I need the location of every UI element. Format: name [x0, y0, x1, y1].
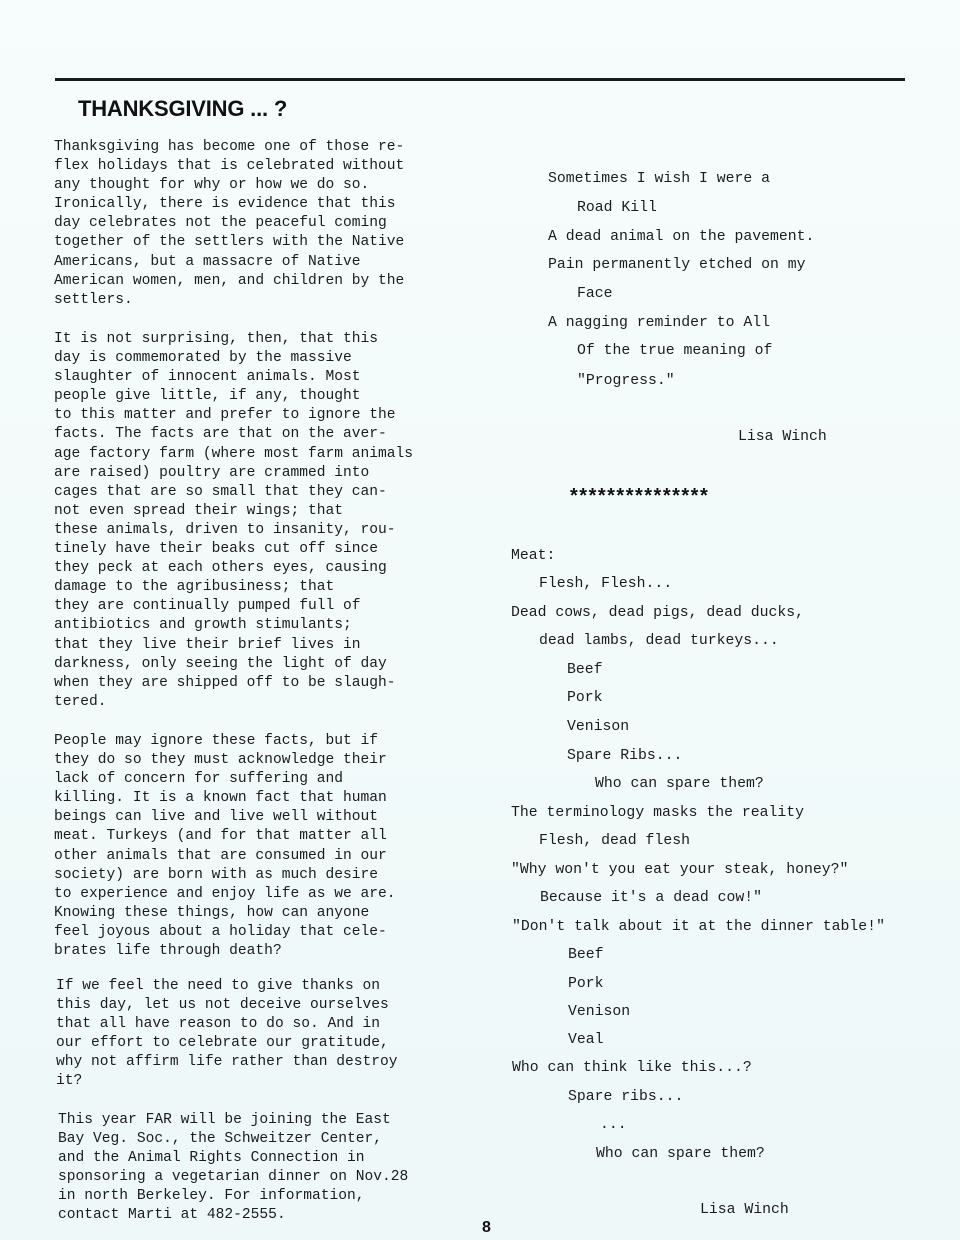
poem2-line: Pork — [568, 976, 604, 992]
poem1-line: "Progress." — [577, 373, 675, 389]
poem2-line: "Don't talk about it at the dinner table!" — [512, 919, 885, 935]
poem1-line: Of the true meaning of — [577, 343, 773, 359]
poem1-line: Sometimes I wish I were a — [548, 171, 770, 187]
article-paragraph-4: If we feel the need to give thanks on this day, let us not deceive ourselves that all have reason to do so. And in our effort to celebrate our gratitude, why not affirm life rather than destroy it? — [56, 978, 398, 1090]
page-number: 8 — [482, 1219, 491, 1236]
section-separator: *************** — [570, 485, 710, 507]
poem2-line: Pork — [567, 690, 603, 706]
poem1-line: A dead animal on the pavement. — [548, 229, 815, 245]
article-paragraph-5: This year FAR will be joining the East Bay Veg. Soc., the Schweitzer Center, and the Animal Rights Connection in sponsoring a vegetarian dinner on Nov.28 in north Berkeley. For information, contact Marti at 482-2555. — [58, 1112, 409, 1224]
poem2-line: Meat: — [511, 548, 556, 564]
poem1-author: Lisa Winch — [738, 429, 827, 445]
top-rule — [55, 78, 905, 81]
poem1-line: Pain permanently etched on my — [548, 257, 806, 273]
article-paragraph-2: It is not surprising, then, that this day is commemorated by the massive slaughter of innocent animals. Most people give little, if any, thought to this matter and prefer to ignore the facts. The facts are that on the aver- age factory farm (where most farm animals are raised) poultry are crammed into cages that are so small that they can- not even spread their wings; that these animals, driven to insanity, rou- tinely have their beaks cut off since they peck at each others eyes, causing damage to the agribusiness; that they are continually pumped full of antibiotics and growth stimulants; that they live their brief lives in darkness, only seeing the light of day when they are shipped off to be slaugh- tered. — [54, 331, 414, 710]
article-paragraph-3: People may ignore these facts, but if they do so they must acknowledge their lack of concern for suffering and killing. It is a known fact that human beings can live and live well without meat. Turkeys (and for that matter all other animals that are consumed in our society) are born with as much desire to experience and enjoy life as we are. Knowing these things, how can anyone feel joyous about a holiday that cele- brates life through death? — [54, 733, 396, 960]
poem2-line: Flesh, dead flesh — [539, 833, 690, 849]
poem1-line: Face — [577, 286, 613, 302]
article-title: THANKSGIVING ... ? — [78, 96, 288, 121]
poem2-line: Beef — [568, 947, 604, 963]
poem2-line: Dead cows, dead pigs, dead ducks, — [511, 605, 805, 621]
poem2-line: ... — [600, 1117, 627, 1133]
poem2-line: The terminology masks the reality — [511, 805, 805, 821]
poem2-line: Because it's a dead cow!" — [540, 890, 762, 906]
poem2-line: Spare Ribs... — [567, 748, 683, 764]
poem2-line: Venison — [567, 719, 630, 735]
poem2-author: Lisa Winch — [700, 1202, 789, 1218]
poem1-line: A nagging reminder to All — [548, 315, 770, 331]
article-paragraph-1: Thanksgiving has become one of those re- flex holidays that is celebrated without any thought for why or how we do so. Ironically, there is evidence that this day celebrates not the peaceful coming together of the settlers with the Native Americans, but a massacre of Native American women, men, and children by the settlers. — [54, 139, 405, 308]
poem2-line: Who can think like this...? — [512, 1060, 752, 1076]
poem2-line: Flesh, Flesh... — [539, 576, 673, 592]
poem2-line: Spare ribs... — [568, 1089, 684, 1105]
poem1-line: Road Kill — [577, 200, 657, 216]
poem2-line: Beef — [567, 662, 603, 678]
poem2-line: dead lambs, dead turkeys... — [539, 633, 779, 649]
poem2-line: Venison — [568, 1004, 631, 1020]
poem2-line: Veal — [568, 1032, 604, 1048]
poem2-line: "Why won't you eat your steak, honey?" — [511, 862, 849, 878]
poem2-line: Who can spare them? — [596, 1146, 765, 1162]
poem2-line: Who can spare them? — [595, 776, 764, 792]
